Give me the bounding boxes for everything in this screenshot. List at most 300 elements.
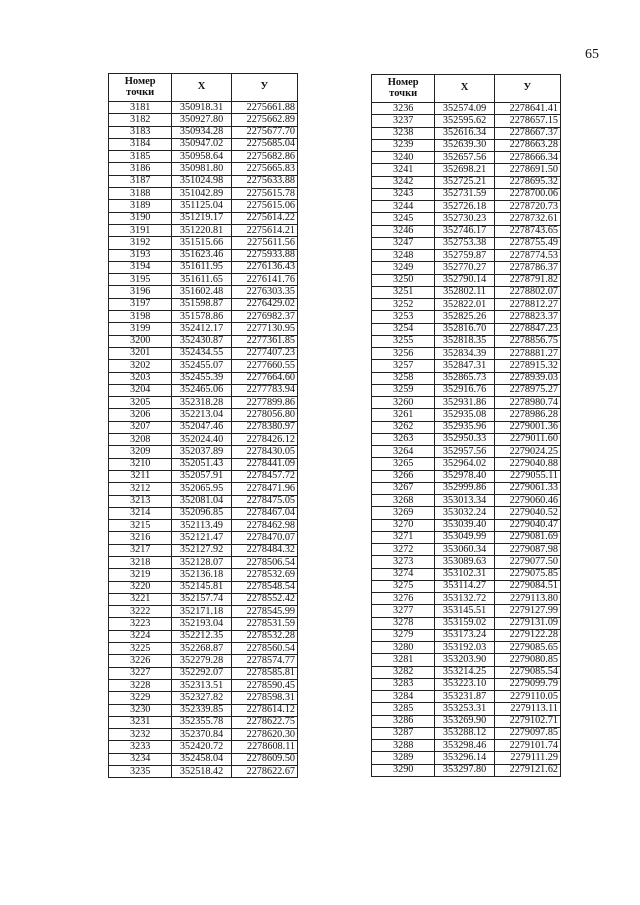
cell-x: 351125.04 [172,200,231,212]
cell-y: 2279113.11 [494,703,560,715]
table-row [372,237,561,249]
cell-point-number: 3261 [372,409,435,421]
cell-x: 352171.18 [172,606,231,618]
table-row [109,655,298,667]
table-row [372,580,561,592]
cell-y: 2279040.52 [494,507,560,519]
cell-point-number: 3249 [372,262,435,274]
cell-point-number: 3200 [109,335,172,347]
cell-point-number: 3216 [109,532,172,544]
table-row [109,618,298,630]
cell-x: 353102.31 [435,568,494,580]
cell-y: 2278755.49 [494,237,560,249]
cell-x: 353203.90 [435,654,494,666]
cell-point-number: 3290 [372,764,435,776]
table-row [109,729,298,741]
cell-point-number: 3244 [372,201,435,213]
cell-point-number: 3239 [372,139,435,151]
cell-point-number: 3202 [109,360,172,372]
cell-y: 2278532.28 [231,630,297,642]
table-row [109,347,298,359]
cell-point-number: 3211 [109,470,172,482]
cell-y: 2278622.67 [231,766,297,778]
cell-x: 352037.89 [172,446,231,458]
table-header-row [109,74,298,102]
cell-y: 2278743.65 [494,225,560,237]
cell-x: 351623.46 [172,249,231,261]
cell-y: 2278426.12 [231,434,297,446]
cell-y: 2276141.76 [231,274,297,286]
cell-x: 353269.90 [435,715,494,727]
table-row [372,409,561,421]
cell-x: 352825.26 [435,311,494,323]
cell-point-number: 3231 [109,716,172,728]
table-row [372,629,561,641]
table-row [372,335,561,347]
cell-x: 350927.80 [172,114,231,126]
cell-y: 2279087.98 [494,544,560,556]
table-row [109,458,298,470]
cell-y: 2278560.54 [231,643,297,655]
header-y: У [494,75,560,103]
cell-point-number: 3269 [372,507,435,519]
cell-y: 2275933.88 [231,249,297,261]
cell-point-number: 3273 [372,556,435,568]
cell-y: 2278545.99 [231,606,297,618]
table-row [109,704,298,716]
table-row [372,348,561,360]
table-row [372,311,561,323]
table-row [109,569,298,581]
cell-y: 2277361.85 [231,335,297,347]
page-number: 65 [585,47,599,62]
table-row [109,507,298,519]
table-row [372,225,561,237]
cell-point-number: 3284 [372,691,435,703]
cell-y: 2279011.60 [494,433,560,445]
cell-point-number: 3186 [109,163,172,175]
cell-point-number: 3208 [109,434,172,446]
cell-y: 2278470.07 [231,532,297,544]
cell-x: 352999.86 [435,482,494,494]
table-row [109,556,298,568]
table-row [372,262,561,274]
cell-x: 353049.99 [435,531,494,543]
cell-y: 2279131.09 [494,617,560,629]
cell-x: 352698.21 [435,164,494,176]
table-row [109,692,298,704]
cell-point-number: 3264 [372,446,435,458]
cell-point-number: 3218 [109,556,172,568]
cell-point-number: 3277 [372,605,435,617]
cell-point-number: 3263 [372,433,435,445]
cell-x: 352865.73 [435,372,494,384]
cell-x: 351024.98 [172,175,231,187]
cell-point-number: 3194 [109,261,172,273]
cell-x: 352916.76 [435,384,494,396]
table-row [372,703,561,715]
cell-x: 352746.17 [435,225,494,237]
cell-point-number: 3245 [372,213,435,225]
cell-x: 352657.56 [435,152,494,164]
cell-y: 2278791.82 [494,274,560,286]
table-row [372,642,561,654]
cell-x: 352950.33 [435,433,494,445]
cell-point-number: 3279 [372,629,435,641]
cell-x: 353145.51 [435,605,494,617]
cell-x: 353223.10 [435,678,494,690]
cell-point-number: 3220 [109,581,172,593]
cell-point-number: 3209 [109,446,172,458]
cell-point-number: 3219 [109,569,172,581]
cell-y: 2278823.37 [494,311,560,323]
table-row [109,716,298,728]
cell-y: 2278620.30 [231,729,297,741]
cell-x: 352096.85 [172,507,231,519]
cell-x: 350981.80 [172,163,231,175]
cell-point-number: 3213 [109,495,172,507]
cell-y: 2278380.97 [231,421,297,433]
cell-x: 352430.87 [172,335,231,347]
cell-point-number: 3225 [109,643,172,655]
cell-point-number: 3280 [372,642,435,654]
cell-y: 2278663.28 [494,139,560,151]
table-row [372,519,561,531]
table-row [109,630,298,642]
cell-y: 2275633.88 [231,175,297,187]
cell-x: 352434.55 [172,347,231,359]
table-row [109,372,298,384]
cell-y: 2278467.04 [231,507,297,519]
table-body [109,102,298,778]
cell-point-number: 3224 [109,630,172,642]
table-row [109,335,298,347]
cell-point-number: 3257 [372,360,435,372]
table-row [372,470,561,482]
cell-point-number: 3247 [372,237,435,249]
cell-x: 352964.02 [435,458,494,470]
cell-y: 2279060.46 [494,495,560,507]
table-row [109,532,298,544]
table-row [109,470,298,482]
cell-point-number: 3212 [109,483,172,495]
cell-y: 2278881.27 [494,348,560,360]
cell-y: 2278484.32 [231,544,297,556]
cell-x: 352057.91 [172,470,231,482]
cell-point-number: 3235 [109,766,172,778]
cell-y: 2278590.45 [231,679,297,691]
cell-point-number: 3215 [109,520,172,532]
table-row [372,446,561,458]
table-row [372,188,561,200]
cell-point-number: 3188 [109,188,172,200]
cell-y: 2279127.99 [494,605,560,617]
table-row [109,434,298,446]
cell-x: 353089.63 [435,556,494,568]
cell-x: 352193.04 [172,618,231,630]
table-row [372,164,561,176]
cell-x: 353298.46 [435,740,494,752]
cell-y: 2279111.29 [494,752,560,764]
cell-x: 352753.38 [435,237,494,249]
cell-y: 2278598.31 [231,692,297,704]
cell-point-number: 3196 [109,286,172,298]
cell-y: 2278975.27 [494,384,560,396]
cell-x: 352318.28 [172,397,231,409]
cell-y: 2278506.54 [231,556,297,568]
table-row [372,507,561,519]
cell-x: 352978.40 [435,470,494,482]
cell-x: 352024.40 [172,434,231,446]
cell-point-number: 3195 [109,274,172,286]
table-row [109,200,298,212]
cell-point-number: 3265 [372,458,435,470]
cell-x: 353288.12 [435,727,494,739]
cell-point-number: 3234 [109,753,172,765]
cell-x: 352121.47 [172,532,231,544]
cell-point-number: 3187 [109,175,172,187]
cell-y: 2279099.79 [494,678,560,690]
cell-y: 2279001.36 [494,421,560,433]
cell-y: 2278614.12 [231,704,297,716]
cell-y: 2278667.37 [494,127,560,139]
header-point-number: Номер точки [109,74,172,102]
table-row [372,152,561,164]
cell-x: 352931.86 [435,397,494,409]
cell-y: 2278641.41 [494,103,560,115]
cell-y: 2279102.71 [494,715,560,727]
table-row [372,482,561,494]
cell-point-number: 3201 [109,347,172,359]
cell-x: 352292.07 [172,667,231,679]
table-row [109,741,298,753]
table-row [109,323,298,335]
cell-y: 2278915.32 [494,360,560,372]
table-row [109,495,298,507]
cell-y: 2275682.86 [231,151,297,163]
cell-y: 2277407.23 [231,347,297,359]
table-row [109,188,298,200]
cell-point-number: 3255 [372,335,435,347]
table-row [109,409,298,421]
cell-x: 351515.66 [172,237,231,249]
cell-x: 352065.95 [172,483,231,495]
cell-x: 352518.42 [172,766,231,778]
cell-y: 2278812.27 [494,299,560,311]
cell-point-number: 3191 [109,224,172,236]
table-row [372,752,561,764]
cell-point-number: 3217 [109,544,172,556]
table-row [372,568,561,580]
cell-x: 352818.35 [435,335,494,347]
cell-y: 2279075.85 [494,568,560,580]
cell-y: 2278462.98 [231,520,297,532]
cell-point-number: 3182 [109,114,172,126]
cell-point-number: 3254 [372,323,435,335]
cell-y: 2279122.28 [494,629,560,641]
table-row [372,617,561,629]
cell-point-number: 3236 [372,103,435,115]
cell-y: 2278802.07 [494,286,560,298]
cell-x: 352639.30 [435,139,494,151]
cell-x: 351611.95 [172,261,231,273]
cell-point-number: 3230 [109,704,172,716]
cell-x: 353132.72 [435,593,494,605]
table-row [372,458,561,470]
table-row [372,286,561,298]
cell-point-number: 3281 [372,654,435,666]
cell-y: 2275665.83 [231,163,297,175]
cell-point-number: 3238 [372,127,435,139]
table-row [109,126,298,138]
cell-y: 2278980.74 [494,397,560,409]
cell-point-number: 3268 [372,495,435,507]
cell-point-number: 3271 [372,531,435,543]
cell-x: 350934.28 [172,126,231,138]
cell-x: 350918.31 [172,102,231,114]
cell-x: 352370.84 [172,729,231,741]
table-row [372,323,561,335]
cell-point-number: 3184 [109,138,172,150]
cell-point-number: 3275 [372,580,435,592]
cell-x: 352113.49 [172,520,231,532]
cell-y: 2278475.05 [231,495,297,507]
cell-y: 2277660.55 [231,360,297,372]
cell-point-number: 3287 [372,727,435,739]
table-row [372,250,561,262]
cell-x: 352145.81 [172,581,231,593]
cell-point-number: 3199 [109,323,172,335]
cell-point-number: 3251 [372,286,435,298]
table-row [372,740,561,752]
cell-x: 352127.92 [172,544,231,556]
table-row [372,384,561,396]
cell-point-number: 3181 [109,102,172,114]
cell-point-number: 3242 [372,176,435,188]
table-body [372,103,561,777]
cell-y: 2276429.02 [231,298,297,310]
cell-x: 352935.08 [435,409,494,421]
cell-y: 2275677.70 [231,126,297,138]
cell-y: 2275661.88 [231,102,297,114]
cell-x: 352420.72 [172,741,231,753]
cell-y: 2279097.85 [494,727,560,739]
cell-y: 2279077.50 [494,556,560,568]
cell-y: 2276136.43 [231,261,297,273]
cell-y: 2275615.78 [231,188,297,200]
table-row [372,605,561,617]
cell-point-number: 3241 [372,164,435,176]
cell-y: 2276982.37 [231,311,297,323]
table-row [372,678,561,690]
table-row [372,103,561,115]
cell-x: 352313.51 [172,679,231,691]
table-row [109,311,298,323]
cell-x: 351578.86 [172,311,231,323]
cell-point-number: 3270 [372,519,435,531]
cell-x: 351611.65 [172,274,231,286]
cell-x: 352455.39 [172,372,231,384]
cell-x: 352355.78 [172,716,231,728]
cell-y: 2278531.59 [231,618,297,630]
cell-x: 352128.07 [172,556,231,568]
cell-point-number: 3197 [109,298,172,310]
cell-x: 352157.74 [172,593,231,605]
cell-point-number: 3189 [109,200,172,212]
cell-y: 2279055.11 [494,470,560,482]
cell-x: 352935.96 [435,421,494,433]
cell-x: 353192.03 [435,642,494,654]
cell-x: 353296.14 [435,752,494,764]
table-row [109,766,298,778]
table-row [109,102,298,114]
header-point-number: Номер точки [372,75,435,103]
cell-y: 2275611.56 [231,237,297,249]
cell-x: 351219.17 [172,212,231,224]
table-row [109,138,298,150]
table-row [109,224,298,236]
table-row [109,286,298,298]
table-row [109,274,298,286]
table-row [109,261,298,273]
cell-y: 2278986.28 [494,409,560,421]
cell-point-number: 3259 [372,384,435,396]
table-row [372,127,561,139]
table-row [109,544,298,556]
cell-point-number: 3228 [109,679,172,691]
cell-y: 2278720.73 [494,201,560,213]
cell-point-number: 3282 [372,666,435,678]
table-row [109,446,298,458]
table-row [372,433,561,445]
cell-y: 2278856.75 [494,335,560,347]
cell-y: 2278657.15 [494,115,560,127]
table-row [109,581,298,593]
cell-point-number: 3183 [109,126,172,138]
cell-x: 352268.87 [172,643,231,655]
cell-x: 353253.31 [435,703,494,715]
cell-point-number: 3214 [109,507,172,519]
cell-point-number: 3206 [109,409,172,421]
cell-point-number: 3278 [372,617,435,629]
cell-point-number: 3288 [372,740,435,752]
cell-point-number: 3262 [372,421,435,433]
table-row [109,606,298,618]
coordinates-table-left [108,73,298,778]
cell-y: 2279085.54 [494,666,560,678]
cell-y: 2278552.42 [231,593,297,605]
cell-x: 352051.43 [172,458,231,470]
cell-point-number: 3256 [372,348,435,360]
table-row [109,249,298,261]
cell-x: 352802.11 [435,286,494,298]
cell-x: 352725.21 [435,176,494,188]
cell-y: 2279110.05 [494,691,560,703]
cell-point-number: 3289 [372,752,435,764]
table-row [372,421,561,433]
cell-x: 352212.35 [172,630,231,642]
cell-x: 352957.56 [435,446,494,458]
cell-point-number: 3233 [109,741,172,753]
cell-x: 353032.24 [435,507,494,519]
cell-y: 2279040.88 [494,458,560,470]
cell-y: 2278585.81 [231,667,297,679]
cell-x: 352458.04 [172,753,231,765]
table-row [109,520,298,532]
table-row [372,115,561,127]
cell-y: 2279084.51 [494,580,560,592]
table-row [109,667,298,679]
